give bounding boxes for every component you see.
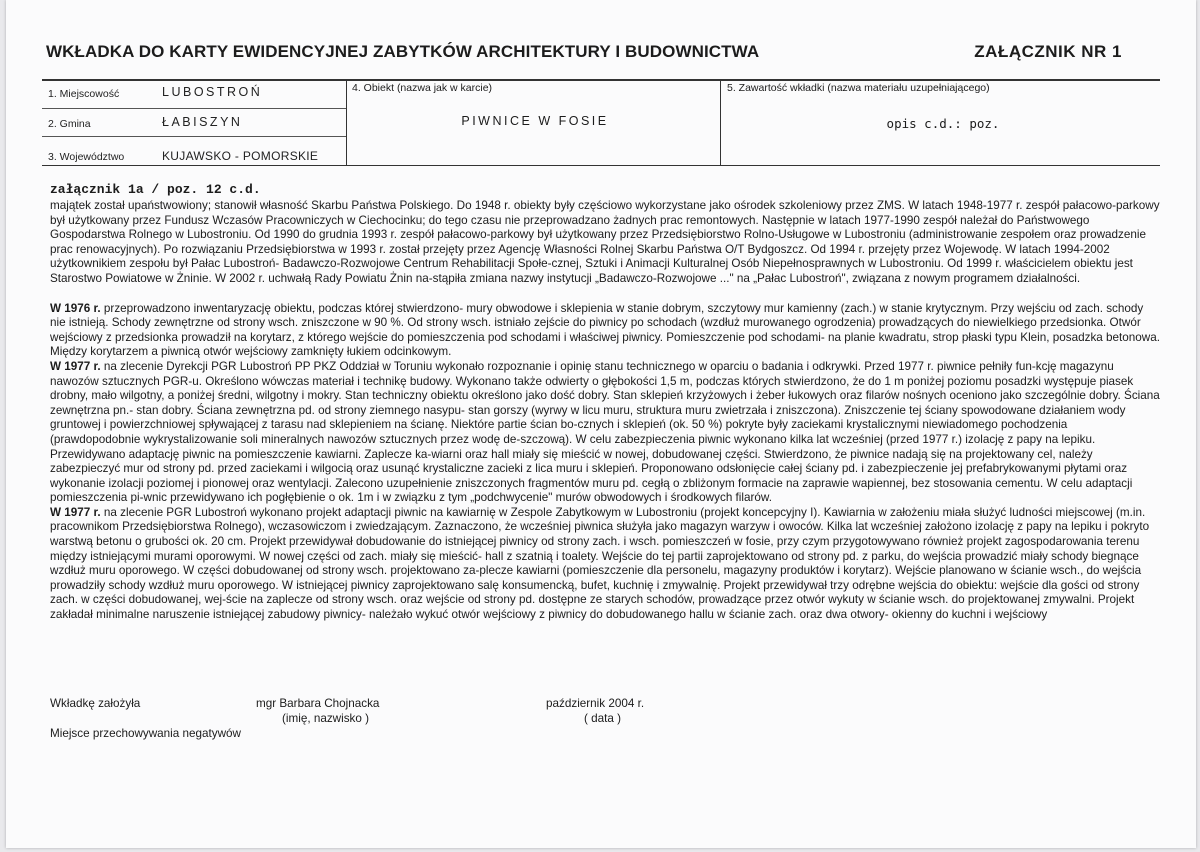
document-title: WKŁADKA DO KARTY EWIDENCYJNEJ ZABYTKÓW ARCHITEKTURY I BUDOWNICTWA: [46, 42, 760, 61]
negatives-location-label: Miejsce przechowywania negatywów: [50, 727, 241, 740]
paragraph-text: majątek został upaństwowiony; stanowił własność Skarbu Państwa Polskiego. Do 1948 r. obiekty były częściowo wykorzystane jako ośrodek szkoleniowy przez ZMS. W latach 1948-1977 r. zespół pałacowo-parkowy był użytkowany przez Fundusz Wczasów Pracowniczych w Ciechocinku; do tego czasu nie przeprowadzano żadnych prac remontowych. Następnie w latach 1977-1990 zespół należał do Państwowego Gospodarstwa Rolnego w Lubostroniu. Od 1990 do grudnia 1993 r. zespół pałacowo-parkowy był użytkowany przez Przedsiębiorstwo Rolno-Usługowe w Lubostroniu (administrowanie zespołem oraz prowadzenie prac renowacyjnych). Po rozwiązaniu Przedsiębiorstwa w 1993 r. został przejęty przez Agencję Własności Rolnej Skarbu Państwa O/T Bydgoszcz. Od 1994 r. przejęty przez Wojewodę. W latach 1994-2002 użytkownikiem zespołu był Pałac Lubostroń- Badawczo-Rozwojowe Centrum Rehabilitacji Społe-cznej, Sztuki i Animacji Kulturalnej Osób Niepełnosprawnych w Lubostroniu. Od 1999 r. właścicielem obiektu jest Starostwo Powiatowe w Żninie. W 2002 r. uchwałą Rady Powiatu Żnin na-stąpiła zmiana nazwy instytucji „Badawczo-Rozwojowe ..." na „Pałac Lubostroń", związana z nowym programem działalności.: [50, 199, 1160, 285]
column-divider-2: [720, 80, 721, 165]
top-rule: [42, 79, 1160, 81]
paragraph-1977-opinion: [50, 360, 1160, 506]
annex-number: ZAŁĄCZNIK NR 1: [974, 42, 1122, 61]
paragraph-year: W 1977 r.: [50, 359, 101, 373]
object-label: 4. Obiekt (nazwa jak w karcie): [352, 82, 493, 94]
paragraph-1977-project: [50, 506, 1160, 623]
paragraph-text: na zlecenie Dyrekcji PGR Lubostroń PP PKZ Oddział w Toruniu wykonało rozpoznanie i opinię stanu technicznego w oparciu o badania i odkrywki. Przed 1977 r. piwnice pełniły fun-kcję magazynu nawozów sztucznych PGR-u. Określono wówczas materiał i technikę budowy. Wykonano także odwierty o głębokości 1,5 m, podczas których stwierdzono, że do 1 m poniżej poziomu posadzki występuje piasek drobny, mało wilgotny, a poniżej średni, wilgotny i mokry. Stan techniczny obiektu określono jako dość dobry. Stan sklepień krzyżowych i żeber łukowych oraz filarów nośnych oceniono jako szczególnie dobry. Ściana zewnętrzna pn.- stan dobry. Ściana zewnętrzna pd. od strony ziemnego nasypu- stan gorszy (wyrwy w licu muru, struktura muru zwietrzała i zniszczona). Zniszczenie tej ściany spowodowane działaniem wody gruntowej i powierzchniowej spływającej z tarasu nad sklepieniem na ścianę. Niektóre partie ścian bo-cznych i sklepień (ok. 50 %) pokryte były zaciekami krystalicznymi niewiadomego pochodzenia (prawdopodobnie wykrystalizowanie soli mineralnych nawozów sztucznych przez wodę de-szczową). W celu zabezpieczenia piwnic wykonano kilka lat wcześniej (przed 1977 r.) izolację z papy na lepiku. Przewidywano adaptację piwnic na pomieszczenie kawiarni. Zaplecze ka-wiarni oraz hall miały się mieścić w nowej, dobudowanej części. Stwierdzono, że piwnice nadają się na projektowany cel, należy zabezpieczyć mur od strony pd. przed zaciekami i wilgocią oraz usunąć krystaliczne zacieki z lica muru i sklepień. Proponowano odsłonięcie całej ściany pd. i zabezpieczenie jej prefabrykowanymi płytami oraz wykonanie izolacji poziomej i pionowej oraz wentylacji. Zalecono uzupełnienie zniszczonych fragmentów muru pd. cegłą o zbliżonym formacie na zaprawie wapiennej, bez stosowania cementu. W celu adaptacji pomieszczenia pi-wnic przewidywano ich pogłębienie o ok. 1m i w związku z tym „podchwycenie" murów obwodowych i środkowych filarów.: [50, 359, 1160, 505]
row-divider-2: [42, 136, 346, 137]
object-value: PIWNICE W FOSIE: [461, 114, 609, 128]
column-divider-1: [346, 80, 347, 165]
founder-label: Wkładkę założyła: [50, 697, 141, 710]
voivodeship-value: KUJAWSKO - POMORSKIE: [162, 149, 319, 163]
attachment-reference: załącznik 1a / poz. 12 c.d.: [50, 182, 261, 197]
paragraph-text: przeprowadzono inwentaryzację obiektu, podczas której stwierdzono- mury obwodowe i sklepienia w stanie dobrym, szczytowy mur kamienny (zach.) w stanie krytycznym. Przy wejściu od zach. schody nie istnieją. Schody zewnętrzne od strony wsch. zniszczone w 90 %. Od strony wsch. istniało zejście do piwnicy po schodach (wzdłuż murowanego ogrodzenia) prowadzących do niewielkiego przedsionka. Otwór wejściowy z przedsionka prowadził na korytarz, z którego wejście do pomieszczenia pod schodami i właściwej piwnicy. Pomieszczenie pod schodami- na planie kwadratu, strop płaski typu Klein, posadzka betonowa. Między korytarzem a piwnicą otwór wejściowy zamknięty łukiem odcinkowym.: [50, 301, 1160, 359]
founder-name: mgr Barbara Chojnacka: [256, 697, 380, 710]
locality-value: LUBOSTROŃ: [162, 85, 263, 99]
date-caption: ( data ): [584, 712, 622, 725]
paragraph-year: W 1976 r.: [50, 301, 101, 315]
paragraph-text: na zlecenie PGR Lubostroń wykonano projekt adaptacji piwnic na kawiarnię w Zespole Zabytkowym w Lubostroniu (projekt koncepcyjny I). Kawiarnia w założeniu miała służyć ludności miejscowej (m.in. pracownikom Przedsiębiorstwa Rolnego), wczasowiczom i zwiedzającym. Zaznaczono, że wcześniej piwnica służyła jako magazyn warzyw i owoców. Kilka lat wcześniej założono izolację z papy na lepiku i pokryto warstwą betonu o grubości ok. 20 cm. Projekt przewidywał dobudowanie do istniejącej piwnicy od strony zach. i wsch. pomieszczeń w fosie, przy czym przygotowywano również projekt zagospodarowania terenu między istniejącymi murami oporowymi. W nowej części od zach. miały się mieścić- hall z szatnią i toalety. Wejście do tej partii zaprojektowano od strony pd. z parku, do wejścia prowadzić miały schody biegnące wzdłuż muru oporowego. W części dobudowanej od strony wsch. projektowano za-plecze kawiarni (pomieszczenie dla personelu, magazyny produktów i korytarz). Wejście planowano w ścianie wsch., do wejścia prowadziły schody wzdłuż muru oporowego. W istniejącej piwnicy zaprojektowano salę konsumencką, bufet, kuchnię i zmywalnię. Projekt przewidywał trzy odrębne wejścia do obiektu: wejście dla gości od strony zach. w części dobudowanej, wej-ście na zaplecze od strony wsch. oraz wejście od strony pd. dostępne ze starych schodów, prowadzące przez otwór wykuty w ścianie wsch. do projektowanej zmywalni. Projekt zakładał minimalne naruszenie istniejącej zabudowy piwnicy- należało wykuć otwór wejściowy z piwnicy do dobudowanego hallu w ścianie zach. oraz dwa otwory- okienny do kuchni i wejściowy: [50, 505, 1150, 622]
insert-content-label: 5. Zawartość wkładki (nazwa materiału uzupełniającego): [727, 82, 990, 94]
document-sheet: [6, 0, 1196, 848]
date-value: październik 2004 r.: [546, 697, 645, 710]
commune-label: 2. Gmina: [48, 118, 91, 130]
paragraph-1976: [50, 302, 1160, 360]
row-divider-1: [42, 108, 346, 109]
mid-rule: [42, 165, 1160, 166]
paragraph-history: [50, 199, 1160, 287]
insert-content-value: opis c.d.: poz.: [886, 116, 1000, 131]
founder-caption: (imię, nazwisko ): [282, 712, 370, 725]
voivodeship-label: 3. Województwo: [48, 151, 125, 163]
description-body: [50, 199, 1160, 623]
locality-label: 1. Miejscowość: [48, 88, 120, 100]
paragraph-year: W 1977 r.: [50, 505, 101, 519]
commune-value: ŁABISZYN: [162, 115, 243, 129]
